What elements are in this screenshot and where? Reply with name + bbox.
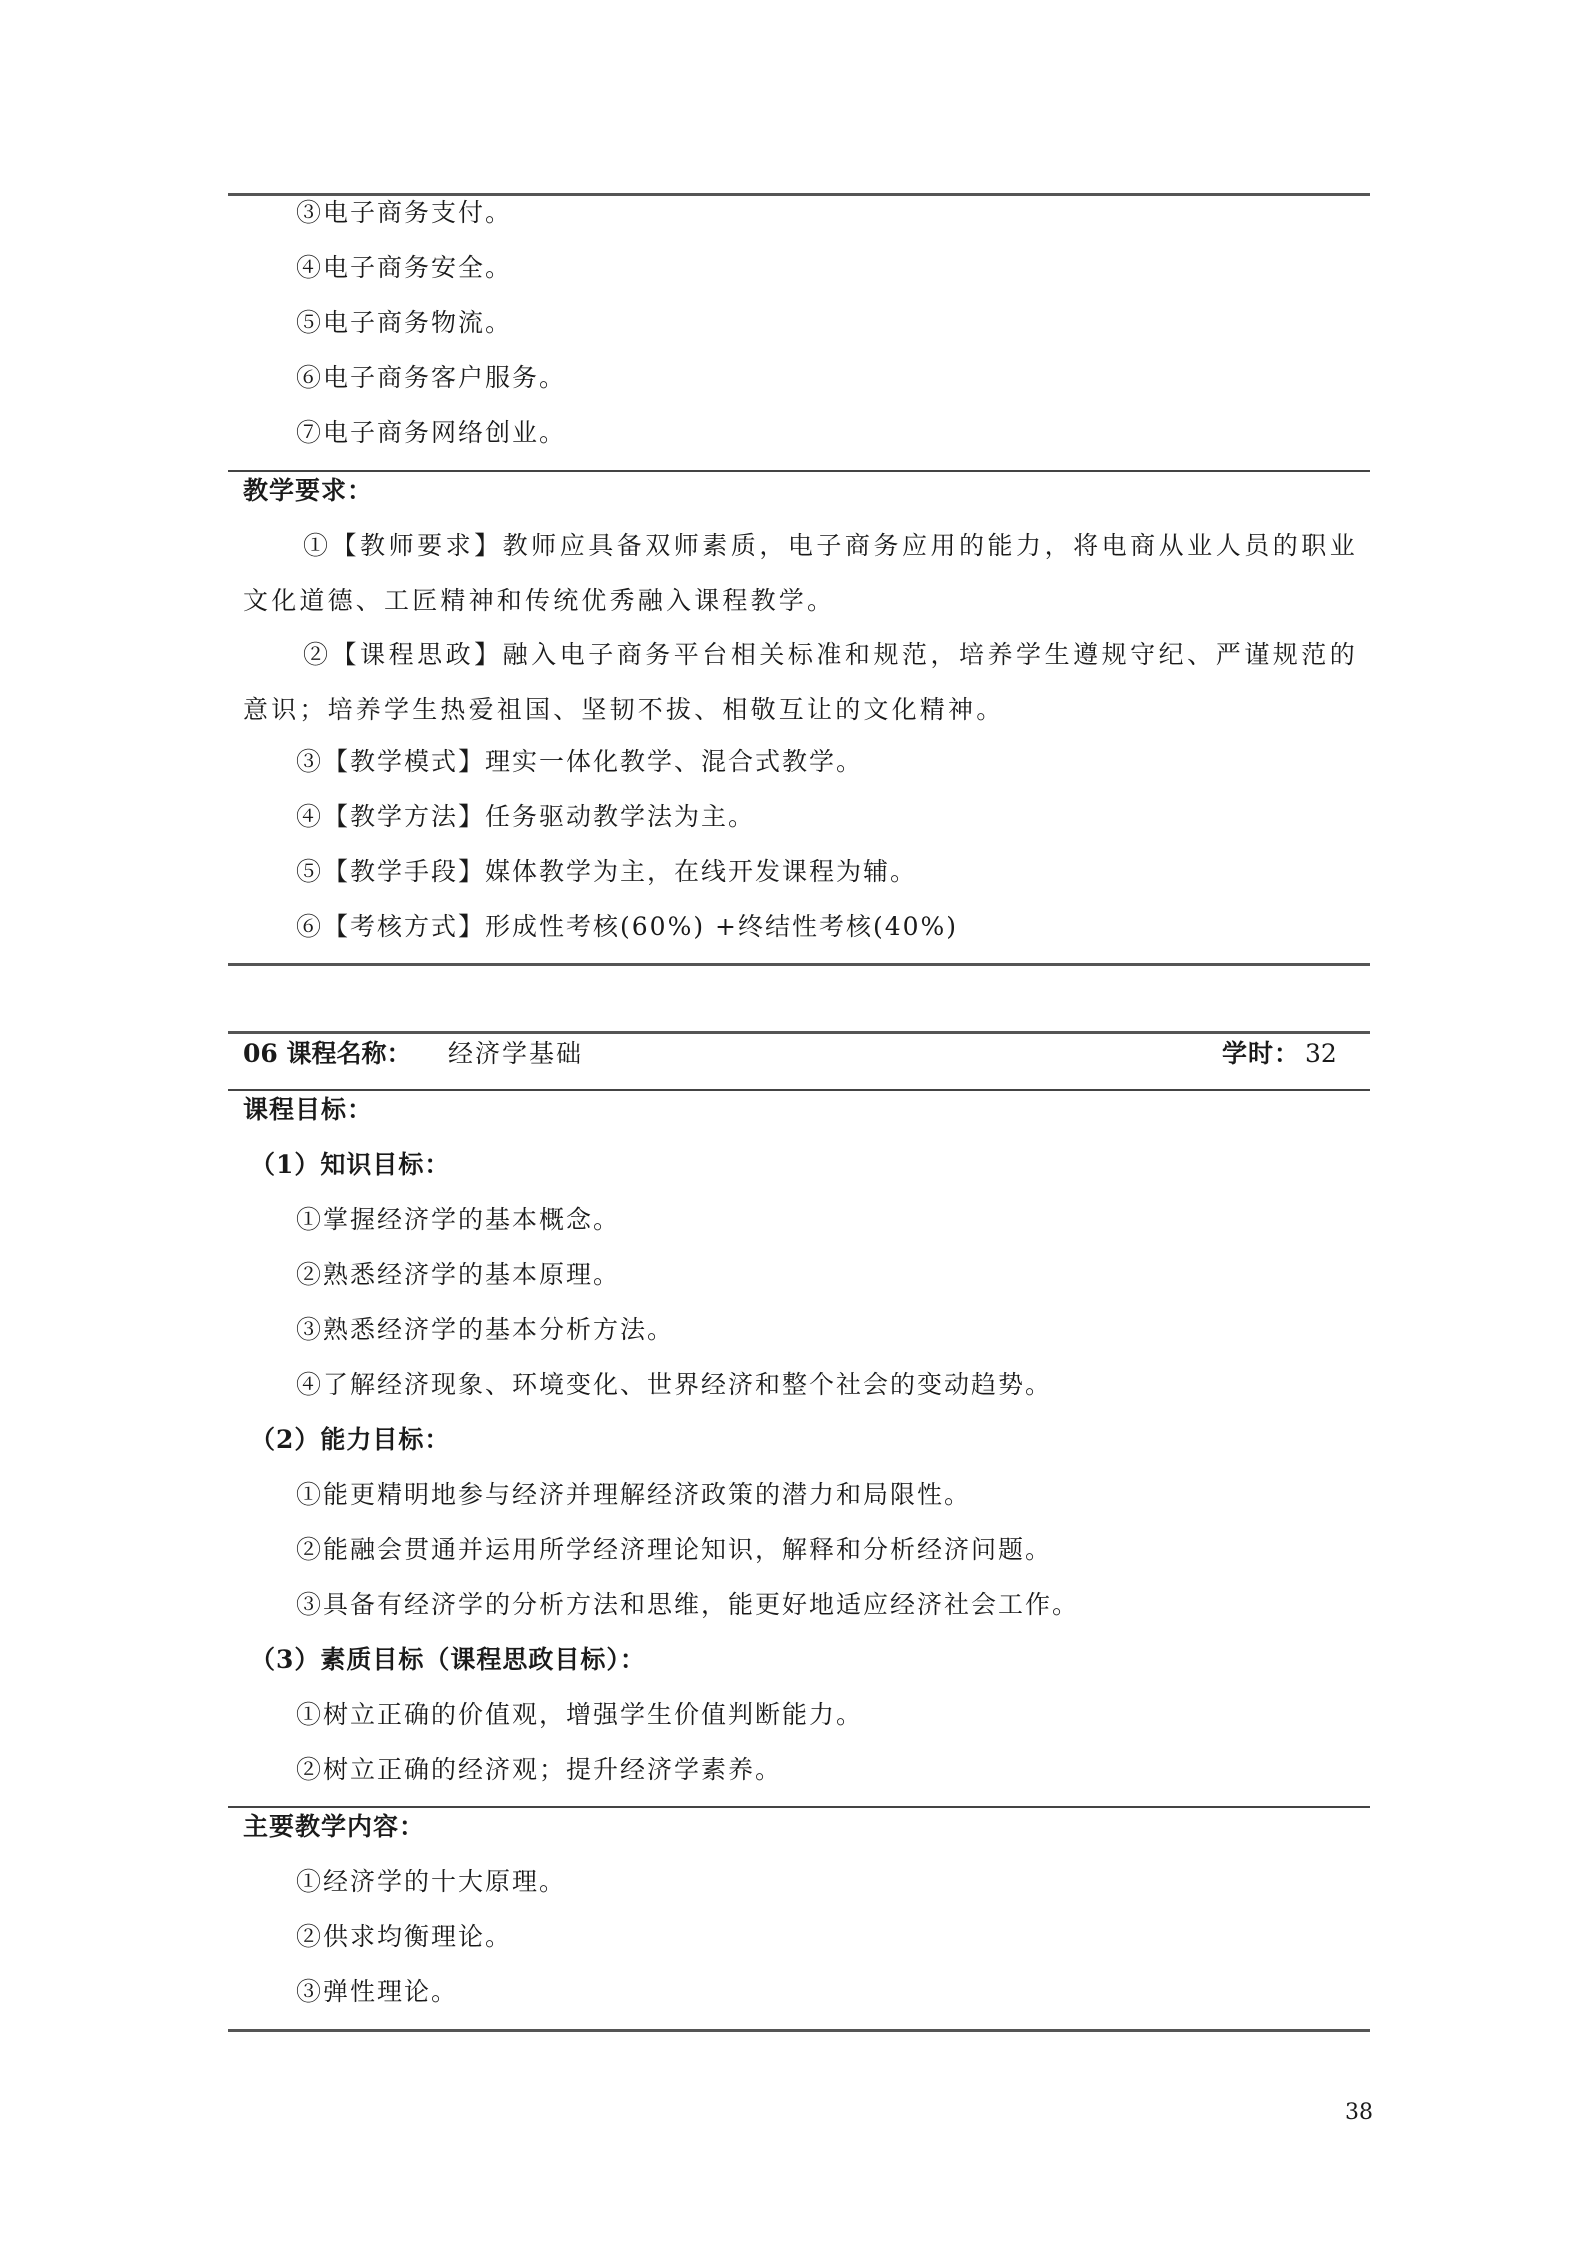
knowledge-goal-item: ①掌握经济学的基本概念。 (296, 1205, 621, 1234)
content-item: ②供求均衡理论。 (296, 1922, 513, 1951)
ability-goals-title: （2）能力目标： (250, 1425, 451, 1454)
knowledge-goal-item: ③熟悉经济学的基本分析方法。 (296, 1315, 675, 1344)
knowledge-goal-item: ④了解经济现象、环境变化、世界经济和整个社会的变动趋势。 (296, 1370, 1053, 1399)
ability-goal-item: ③具备有经济学的分析方法和思维，能更好地适应经济社会工作。 (296, 1590, 1080, 1619)
list-item: ⑦电子商务网络创业。 (296, 418, 567, 447)
teaching-requirement-item: ④【教学方法】任务驱动教学法为主。 (296, 802, 756, 831)
course-number-label: 06 课程名称： (243, 1039, 412, 1068)
teaching-requirement-item: ⑤【教学手段】媒体教学为主，在线开发课程为辅。 (296, 857, 918, 886)
teaching-requirements-heading: 教学要求： (243, 476, 374, 505)
section-bottom-rule (228, 963, 1370, 966)
course-top-rule (228, 1031, 1370, 1034)
section-divider (228, 1806, 1370, 1808)
content-item: ③弹性理论。 (296, 1977, 459, 2006)
course-name: 经济学基础 (448, 1039, 584, 1068)
teaching-requirement-item: ①【教师要求】教师应具备双师素质，电子商务应用的能力，将电商从业人员的职业文化道德、工匠精神和传统优秀融入课程教学。 (243, 531, 1358, 615)
knowledge-goals-title: （1）知识目标： (250, 1150, 451, 1179)
course-bottom-rule (228, 2029, 1370, 2032)
main-content-heading: 主要教学内容： (243, 1812, 426, 1841)
section-divider (228, 470, 1370, 472)
ability-goal-item: ②能融会贯通并运用所学经济理论知识，解释和分析经济问题。 (296, 1535, 1053, 1564)
teaching-requirement-item: ②【课程思政】融入电子商务平台相关标准和规范，培养学生遵规守纪、严谨规范的意识；培养学生热爱祖国、坚韧不拔、相敬互让的文化精神。 (243, 640, 1358, 724)
quality-goal-item: ②树立正确的经济观；提升经济学素养。 (296, 1755, 783, 1784)
list-item: ③电子商务支付。 (296, 198, 513, 227)
teaching-requirement-item: ⑥【考核方式】形成性考核(60%) +终结性考核(40%) (296, 912, 959, 941)
quality-goal-item: ①树立正确的价值观，增强学生价值判断能力。 (296, 1700, 864, 1729)
course-hours: 32 (1305, 1039, 1337, 1068)
list-item: ⑤电子商务物流。 (296, 308, 513, 337)
list-item: ④电子商务安全。 (296, 253, 513, 282)
section-divider (228, 1089, 1370, 1091)
page-number: 38 (1345, 2100, 1373, 2125)
top-rule (228, 193, 1370, 196)
quality-goals-title: （3）素质目标（课程思政目标）： (250, 1645, 646, 1674)
list-item: ⑥电子商务客户服务。 (296, 363, 567, 392)
teaching-requirement-item: ③【教学模式】理实一体化教学、混合式教学。 (296, 747, 864, 776)
ability-goal-item: ①能更精明地参与经济并理解经济政策的潜力和局限性。 (296, 1480, 972, 1509)
course-hours-label: 学时： (1222, 1039, 1301, 1068)
course-goals-heading: 课程目标： (243, 1095, 374, 1124)
knowledge-goal-item: ②熟悉经济学的基本原理。 (296, 1260, 621, 1289)
content-item: ①经济学的十大原理。 (296, 1867, 567, 1896)
